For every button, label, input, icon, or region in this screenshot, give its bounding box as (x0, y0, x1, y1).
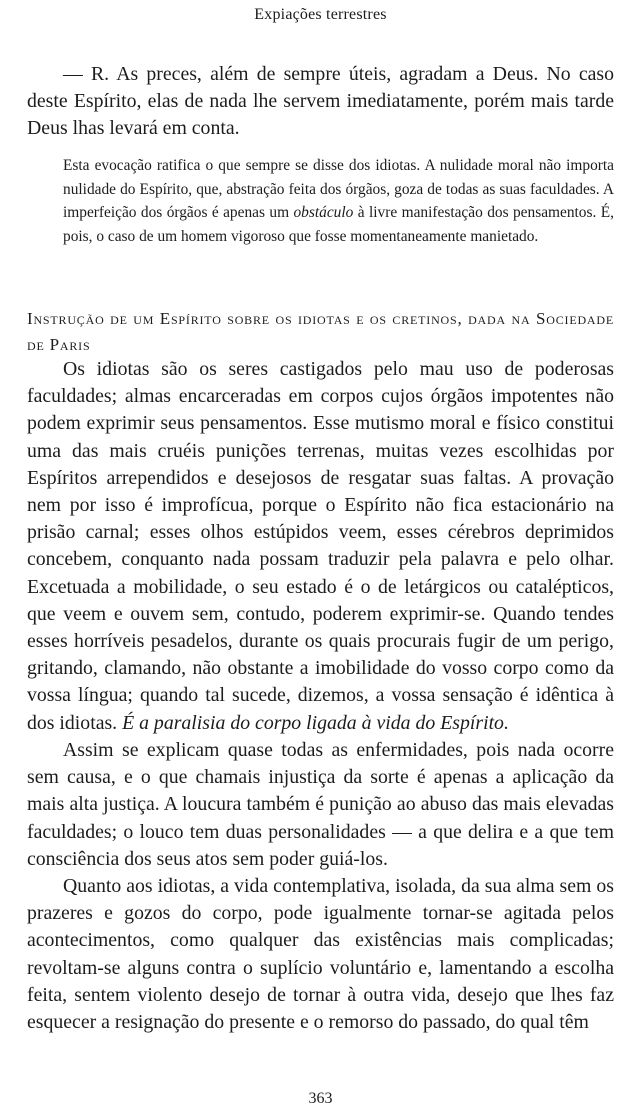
paragraph-1-emphasis: É a paralisia do corpo ligada à vida do Espírito. (122, 711, 509, 734)
body-paragraph-2: Assim se explicam quase todas as enfermidades, pois nada ocorre sem causa, e o que chamais injustiça da sorte é apenas a aplicação da mais alta justiça. A loucura também é punição ao abuso das mais elevadas faculdades; o louco tem duas personalidades — a que delira e a que tem consciência dos seus atos sem poder guiá-los. (27, 739, 614, 870)
commentary-note (63, 154, 614, 248)
note-emphasis: obstáculo (293, 204, 354, 222)
note-text-after: à livre manifestação dos pensamentos. É, pois, o caso de um homem vigoroso que fosse momentaneamente manietado. (63, 204, 614, 245)
note-text-before: Esta evocação ratifica o que sempre se disse dos idiotas. A nulidade moral não importa nulidade do Espírito, que, abstração feita dos órgãos, goza de todas as suas faculdades. A imperfeição dos órgãos é apenas um (63, 157, 614, 222)
paragraph-1-text: Os idiotas são os seres castigados pelo mau uso de poderosas faculdades; almas encarceradas em corpos cujos órgãos impotentes não podem exprimir seus pensamentos. Esse mutismo moral e físico constitui uma das mais cruéis punições terrenas, muitas vezes escolhidas por Espíritos arrependidos e desejosos de resgatar suas faltas. A provação nem por isso é improfícua, porque o Espírito não fica estacionário na prisão carnal; esses olhos estúpidos veem, esses cérebros deprimidos concebem, conquanto nada possam traduzir pela palavra e pelo olhar. Excetuada a mobilidade, o seu estado é o de letárgicos ou catalépticos, que veem e ouvem sem, contudo, poderem exprimir-se. Quando tendes esses horríveis pesadelos, durante os quais procurais fugir de um perigo, gritando, clamando, não obstante a imobilidade do vosso corpo como da vossa língua; quando tal sucede, dizemos, a vossa sensação é idêntica à dos idiotas. (27, 358, 614, 734)
answer-paragraph: — R. As preces, além de sempre úteis, agradam a Deus. No caso deste Espírito, elas de nada lhe servem imediatamente, porém mais tarde Deus lhas levará em conta. (27, 63, 614, 140)
page-number: 363 (308, 1090, 333, 1107)
running-head: Expiações terrestres (254, 6, 387, 23)
body-paragraph-3: Quanto aos idiotas, a vida contemplativa, isolada, da sua alma sem os prazeres e gozos do corpo, pode igualmente tornar-se agitada pelos acontecimentos, como qualquer das existências mais complicadas; revoltam-se alguns contra o suplício voluntário e, lamentando a escolha feita, sentem violento desejo de tornar à outra vida, desejo que lhes faz esquecer a resignação do presente e o remorso do passado, do qual têm (27, 875, 614, 1034)
body-paragraph-1 (27, 356, 614, 737)
section-heading: Instrução de um Espírito sobre os idiotas e os cretinos, dada na Sociedade de Paris (27, 309, 614, 354)
